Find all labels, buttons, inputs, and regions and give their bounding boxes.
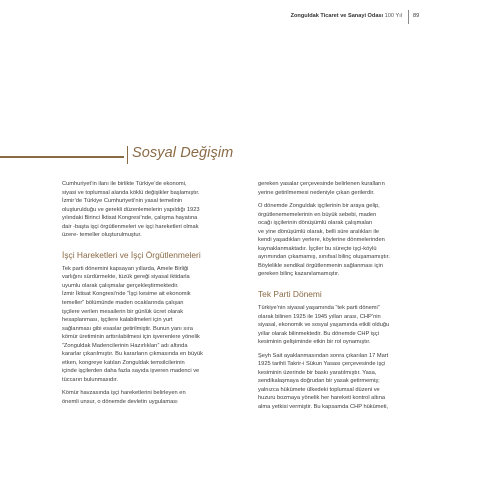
section-heading xyxy=(0,146,480,166)
section-divider xyxy=(127,146,128,164)
section-accent-bar xyxy=(0,156,124,158)
page-number: 89 xyxy=(413,13,420,19)
right-paragraph-2: O dönemde Zonguldak işçilerinin bir araya gelip, örgütlenememelerinin en büyük sebebi, maden ocağı işçilerinin dönüşümlü olarak çalışmaları ve yine dönüşümlü olarak, belli süre aralıkları ile kendi yaşadıkları yerlere, köylerine dönmelerinden kaynaklanmaktadır. İşçiler bu süreçte işçi-köylü ayrımından çıkamamış, sınıfsal bilinç oluşamamıştır. Böylelikle sendikal örgütlenmenin sağlanması için gereken bilinç kazanılamamıştır. xyxy=(258,203,390,278)
section-title: Sosyal Değişim xyxy=(132,145,234,161)
right-paragraph-1: gereken yasalar çerçevesinde belirlenen kuralların yerine getirilmemesi nedeniyle çıkan gerilerdir. xyxy=(258,181,385,196)
intro-paragraph: Cumhuriyet’in ilanı ile birlikte Türkiye’de ekonomi, siyasi ve toplumsal alanda köklü değişikler başlamıştır. İzmir’de Türkiye Cumhuriyeti’nin yasal temelinin oluşturulduğu ve gerekli düzenlemelerin yapıldığı 1923 yılındaki Birinci İktisat Kongresi’nde, çalışma hayatına dair -başta işçi örgütlenmeleri ve işçi hareketleri olmak üzere- temeller oluşturulmuştur. xyxy=(62,181,200,239)
right-column xyxy=(258,180,420,417)
subheading-workers-movements: İşçi Hareketleri ve İşçi Örgütlenmeleri xyxy=(62,249,201,260)
right-paragraph-3: Türkiye’nin siyasal yaşamında “tek parti dönemi” olarak bilinen 1925 ile 1945 yılları arası, CHP’nin siyasal, ekonomik ve sosyal yaşamında etkili olduğu yıllar olarak bilinmektedir. Bu dönemde CHP işçi kesiminin gelişiminde etkin bir rol oynamıştır. xyxy=(258,305,390,346)
publication-years: 100 Yıl xyxy=(384,13,402,19)
right-paragraph-4: Şeyh Sait ayaklanmasından sonra çıkarılan 17 Mart 1925 tarihli Takrir-i Sükun Yasası çerçevesinde işçi kesiminin üzerinde bir baskı yaratılmıştır. Yasa, sendikalaşmaya doğrudan bir yasak getirmemiş; yalnızca hükümete ülkedeki toplumsal düzeni ve huzuru bozmaya yönelik her hareketi kontrol altına alma yetkisi vermiştir. Bu kapsamda CHP hükümeti, xyxy=(258,352,389,411)
publication-name: Zonguldak Ticaret ve Sanayi Odası xyxy=(290,13,384,19)
subheading-single-party-era: Tek Parti Dönemi xyxy=(258,289,322,300)
publication-title xyxy=(291,12,402,20)
left-column xyxy=(62,180,224,412)
left-paragraph-1: Tek parti dönemini kapsayan yıllarda, Amele Birliği varlığını sürdürmekte, tüzük gereği siyasal iktidarla uyumlu olarak çalışmalar gerçekleştirmektedir. İzmir İktisat Kongresi’nde “İşçi kesime ait ekonomik temeller” bölümünde maden ocaklarında çalışan işçilere verilen mesailerin bir günlük ücret olarak hesaplanması, işçilere kalabilmeleri için yurt sağlanması gibi esaslar getirilmiştir. Bunun yanı sıra kömür üretiminin arttırılabilmesi için işverenlere yönelik “Zonguldak Madencilerinin Hazırlıkları” adı altında kararlar çıkarılmıştır. Bu kararların çıkmasında en büyük etken, kongreye katılan Zonguldak temsilcilerinin içinde işçilerden daha fazla sayıda işveren madenci ve tüccarın bulunmasıdır. xyxy=(62,265,203,383)
left-paragraph-2: Kömür havzasında işçi hareketlerini belirleyen en önemli unsur, o dönemde devletin uygulaması xyxy=(62,390,186,406)
header-divider xyxy=(408,10,409,24)
page-header xyxy=(0,12,480,24)
